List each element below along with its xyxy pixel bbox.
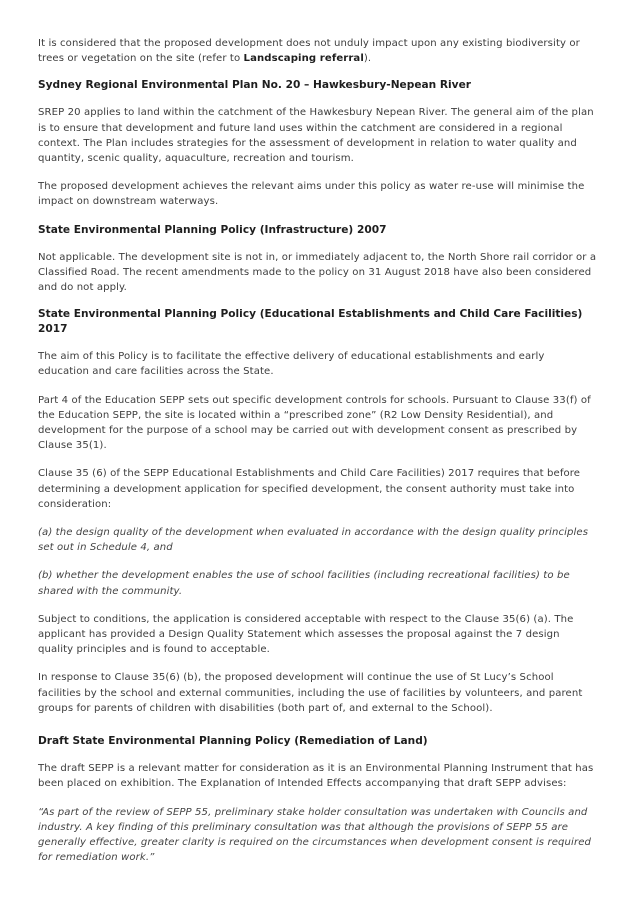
paragraph: Not applicable. The development site is not in, or immediately adjacent to, the North Shore rail corridor or a Classified Road. The recent amendments made to the policy on 31 August 2018 have also been considered and do not apply. xyxy=(38,251,597,294)
paragraph: Clause 35 (6) of the SEPP Educational Establishments and Child Care Facilities) 2017 requires that before determining a development application for specified development, the consent authority must take into consideration: xyxy=(38,468,581,510)
section-heading-education: State Environmental Planning Policy (Educational Establishments and Child Care Facilities) 2017 xyxy=(38,308,583,336)
section-heading-srep20: Sydney Regional Environmental Plan No. 20 – Hawkesbury-Nepean River xyxy=(38,79,471,92)
paragraph: In response to Clause 35(6) (b), the proposed development will continue the use of St Lucy’s School facilities by the school and external communities, including the use of facilities by volunteers, and parent groups for parents of children with disabilities (both part of, and external to the School). xyxy=(38,672,583,714)
quote: “As part of the review of SEPP 55, preliminary stake holder consultation was undertaken with Councils and industry. A key finding of this preliminary consultation was that although the provisions of SEPP 55 are generally effective, greater clarity is required on the circumstances when development consent is required for remediation work.” xyxy=(38,806,592,864)
landscaping-referral-link[interactable]: Landscaping referral xyxy=(243,53,364,65)
paragraph: Subject to conditions, the application is considered acceptable with respect to the Clause 35(6) (a). The applicant has provided a Design Quality Statement which assesses the proposal against the 7 design quality principles and is found to acceptable. xyxy=(38,613,574,656)
paragraph: Part 4 of the Education SEPP sets out specific development controls for schools. Pursuant to Clause 33(f) of the Education SEPP, the site is located within a “prescribed zone” (R2 Low Density Residential), and development for the purpose of a school may be carried out with development consent as prescribed by Clause 35(1). xyxy=(38,394,591,452)
criterion-a: (a) the design quality of the development when evaluated in accordance with the design quality principles set out in Schedule 4, and xyxy=(38,527,589,554)
intro-paragraph xyxy=(38,36,598,66)
paragraph: SREP 20 applies to land within the catchment of the Hawkesbury Nepean River. The general aim of the plan is to ensure that development and future land uses within the catchment are considered in a regional context. The Plan includes strategies for the assessment of development in relation to water quality and quantity, scenic quality, aquaculture, recreation and tourism. xyxy=(38,107,594,165)
criterion-b: (b) whether the development enables the use of school facilities (including recreational facilities) to be shared with the community. xyxy=(38,570,570,597)
section-heading-infrastructure: State Environmental Planning Policy (Infrastructure) 2007 xyxy=(38,223,387,236)
section-heading-remediation: Draft State Environmental Planning Policy (Remediation of Land) xyxy=(38,735,428,748)
intro-text: It is considered that the proposed development does not unduly impact upon any existing biodiversity or trees or vegetation on the site (refer to xyxy=(38,38,580,65)
document-page xyxy=(38,36,598,865)
paragraph: The proposed development achieves the relevant aims under this policy as water re-use will minimise the impact on downstream waterways. xyxy=(38,181,585,208)
paragraph: The draft SEPP is a relevant matter for consideration as it is an Environmental Planning Instrument that has been placed on exhibition. The Explanation of Intended Effects accompanying that draft SEPP advises: xyxy=(38,763,594,790)
paragraph: The aim of this Policy is to facilitate the effective delivery of educational establishments and early education and care facilities across the State. xyxy=(38,351,545,378)
intro-tail: ). xyxy=(363,53,372,65)
